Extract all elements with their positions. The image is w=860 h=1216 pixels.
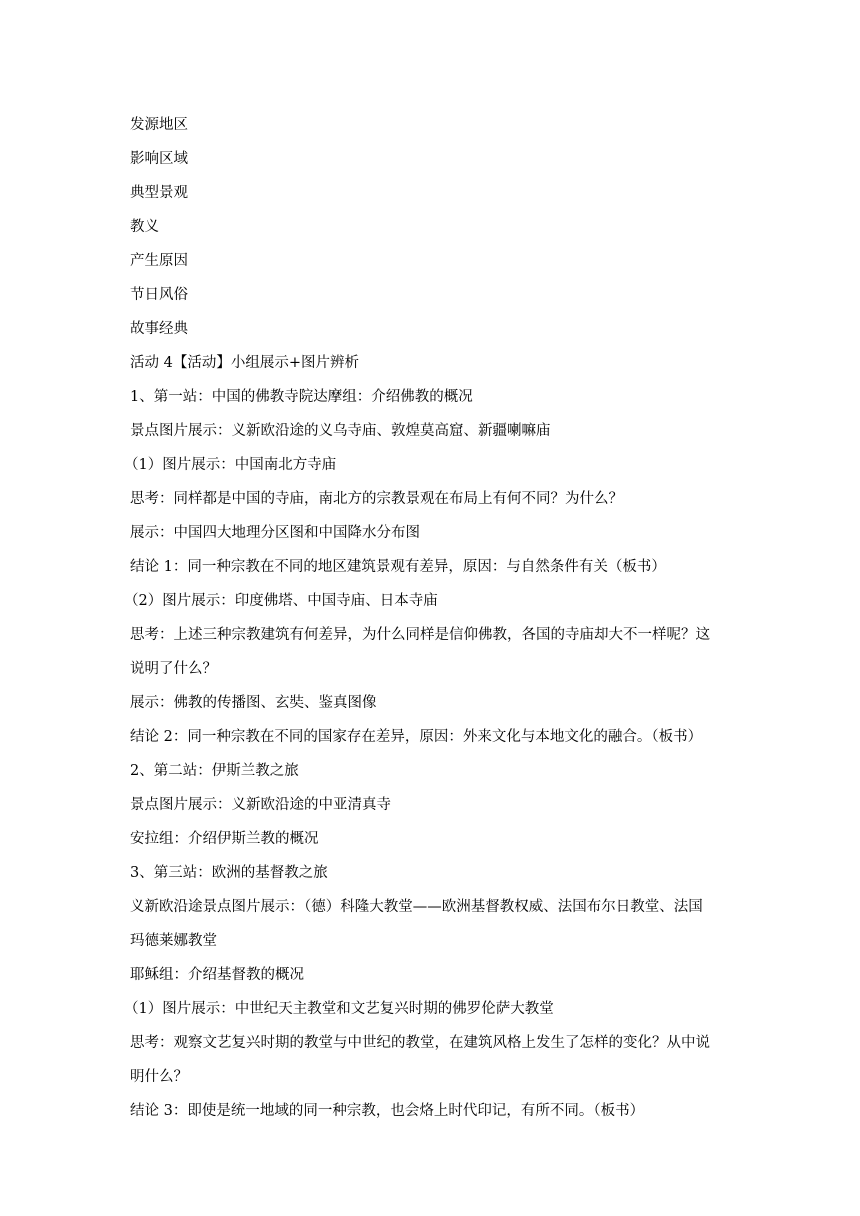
text-line-doctrine: 教义 <box>130 219 159 235</box>
activity-heading: 活动 4【活动】小组展示+图片辨析 <box>130 355 359 371</box>
text-line: 玛德莱娜教堂 <box>130 933 217 949</box>
text-line-influence-area: 影响区域 <box>130 151 188 167</box>
station-1-heading: 1、第一站：中国的佛教寺院达摩组：介绍佛教的概况 <box>130 389 473 405</box>
text-line: （2）图片展示：印度佛塔、中国寺庙、日本寺庙 <box>124 593 438 609</box>
text-line-origin-region: 发源地区 <box>130 117 188 133</box>
text-line: 思考：同样都是中国的寺庙，南北方的宗教景观在布局上有何不同？为什么？ <box>130 491 623 507</box>
text-line: 思考：上述三种宗教建筑有何差异，为什么同样是信仰佛教，各国的寺庙却大不一样呢？这 <box>130 627 710 643</box>
text-line: （1）图片展示：中国南北方寺庙 <box>124 457 337 473</box>
text-line: 景点图片展示：义新欧沿途的中亚清真寺 <box>130 797 391 813</box>
text-line-festivals-customs: 节日风俗 <box>130 287 188 303</box>
text-line: 说明了什么？ <box>130 661 217 677</box>
text-line: 明什么？ <box>130 1069 188 1085</box>
station-3-heading: 3、第三站：欧洲的基督教之旅 <box>130 865 328 881</box>
text-line: 思考：观察文艺复兴时期的教堂与中世纪的教堂，在建筑风格上发生了怎样的变化？从中说 <box>130 1035 710 1051</box>
text-line-classic-stories: 故事经典 <box>130 321 188 337</box>
text-line: 安拉组：介绍伊斯兰教的概况 <box>130 831 319 847</box>
station-2-heading: 2、第二站：伊斯兰教之旅 <box>130 763 299 779</box>
conclusion-1: 结论 1：同一种宗教在不同的地区建筑景观有差异，原因：与自然条件有关（板书） <box>130 559 666 575</box>
text-line: 景点图片展示：义新欧沿途的义乌寺庙、敦煌莫高窟、新疆喇嘛庙 <box>130 423 551 439</box>
text-line-typical-landscape: 典型景观 <box>130 185 188 201</box>
text-line: 展示：佛教的传播图、玄奘、鉴真图像 <box>130 695 377 711</box>
text-line: 义新欧沿途景点图片展示：（德）科隆大教堂——欧洲基督教权威、法国布尔日教堂、法国 <box>130 899 703 915</box>
document-body <box>124 108 734 1128</box>
conclusion-2: 结论 2：同一种宗教在不同的国家存在差异，原因：外来文化与本地文化的融合。（板书） <box>130 729 703 745</box>
text-line: 耶稣组：介绍基督教的概况 <box>130 967 304 983</box>
text-line: 展示：中国四大地理分区图和中国降水分布图 <box>130 525 420 541</box>
text-line: （1）图片展示：中世纪天主教堂和文艺复兴时期的佛罗伦萨大教堂 <box>124 1001 554 1017</box>
conclusion-3: 结论 3：即使是统一地域的同一种宗教，也会烙上时代印记，有所不同。（板书） <box>130 1103 645 1119</box>
text-line-origin-cause: 产生原因 <box>130 253 188 269</box>
